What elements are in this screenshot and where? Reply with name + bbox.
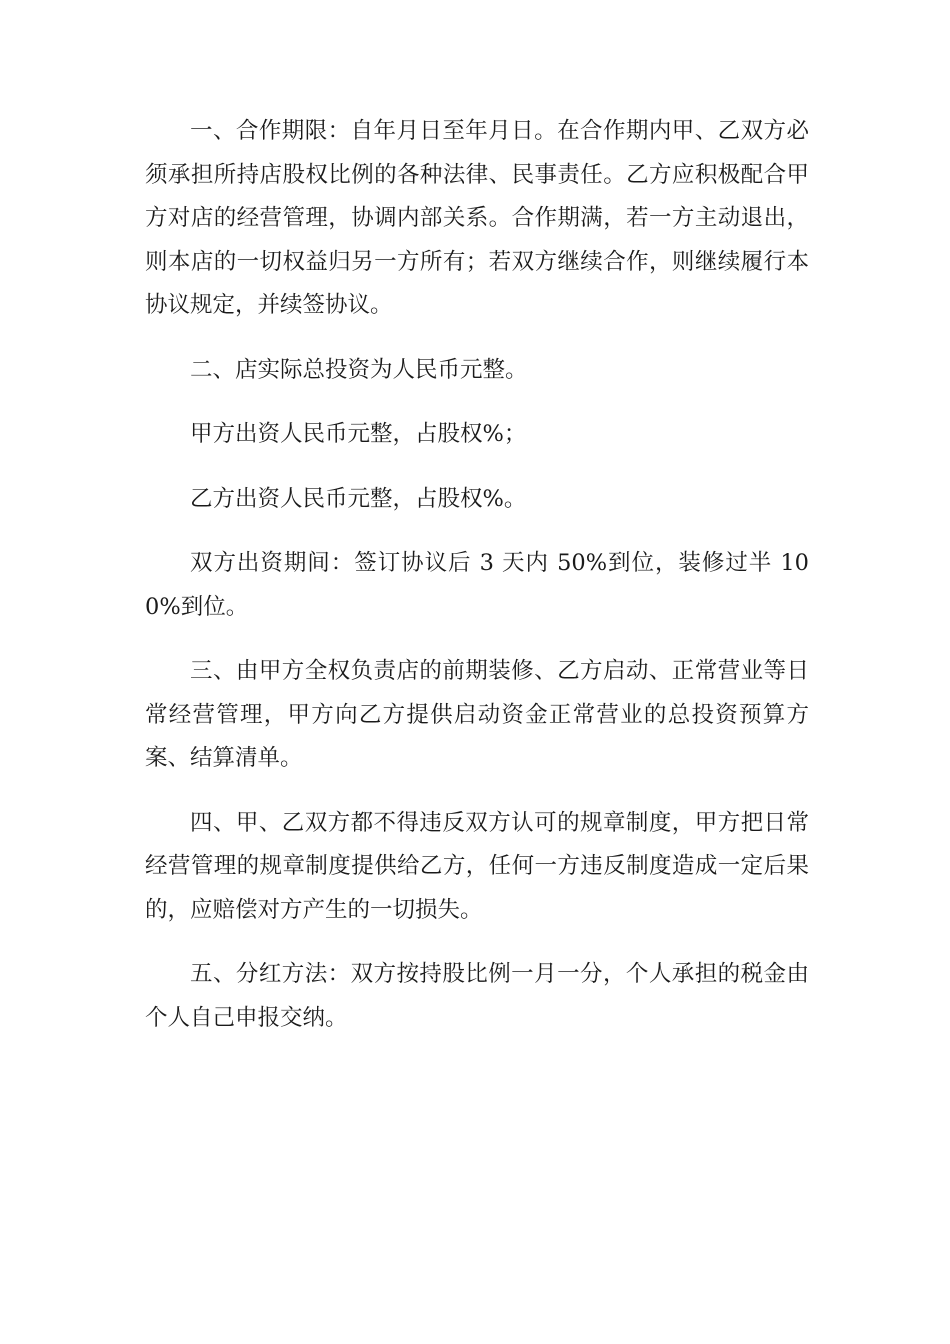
- paragraph-rules-compliance: 四、甲、乙双方都不得违反双方认可的规章制度，甲方把日常经营管理的规章制度提供给乙方，任何一方违反制度造成一定后果的，应赔偿对方产生的一切损失。: [145, 809, 809, 923]
- paragraph-cooperation-term: 一、合作期限：自年月日至年月日。在合作期内甲、乙双方必须承担所持店股权比例的各种法律、民事责任。乙方应积极配合甲方对店的经营管理，协调内部关系。合作期满，若一方主动退出，则本店的一切权益归另一方所有；若双方继续合作，则继续履行本协议规定，并续签协议。: [145, 118, 809, 318]
- paragraph-dividend-method: 五、分红方法：双方按持股比例一月一分，个人承担的税金由个人自己申报交纳。: [145, 961, 809, 1031]
- paragraph-management-duty: 三、由甲方全权负责店的前期装修、乙方启动、正常营业等日常经营管理，甲方向乙方提供启动资金正常营业的总投资预算方案、结算清单。: [145, 658, 809, 771]
- paragraph-contribution-period: 双方出资期间：签订协议后 3 天内 50%到位，装修过半 100%到位。: [145, 550, 809, 620]
- paragraph-total-investment: 二、店实际总投资为人民币元整。: [190, 356, 528, 383]
- paragraph-party-a-contribution: 甲方出资人民币元整，占股权%；: [190, 421, 527, 447]
- paragraph-party-b-contribution: 乙方出资人民币元整，占股权%。: [190, 485, 527, 512]
- document-body: [145, 110, 809, 1061]
